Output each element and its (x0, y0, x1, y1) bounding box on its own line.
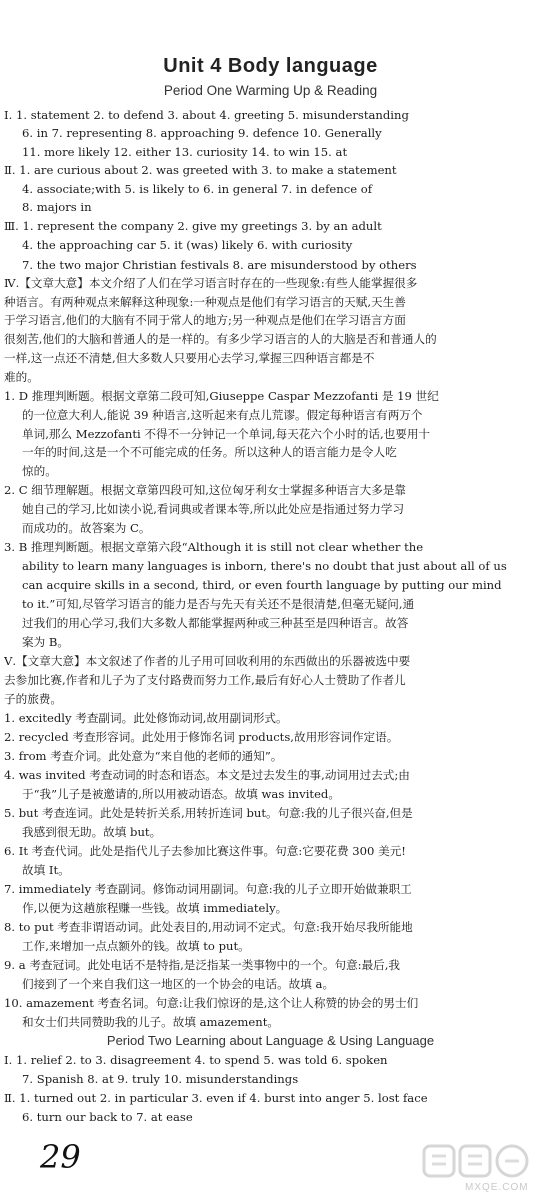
answer-line: 4. was invited 考查动词的时态和语态。本文是过去发生的事,动词用过去式;由 (4, 768, 410, 782)
answer-line: 3. from 考查介词。此处意为“来自他的老师的通知”。 (4, 749, 283, 763)
answer-line: 7. Spanish 8. at 9. truly 10. misunderstandings (22, 1072, 299, 1086)
answer-line: Ⅰ. 1. statement 2. to defend 3. about 4. greeting 5. misunderstanding (4, 108, 409, 122)
answer-line: 2. recycled 考查形容词。此处用于修饰名词 products,故用形容词作定语。 (4, 730, 399, 744)
period-two-heading: Period Two Learning about Language & Using Language (106, 1033, 435, 1048)
answer-line: 难的。 (4, 370, 39, 384)
answer-line: 于“我”儿子是被邀请的,所以用被动语态。故填 was invited。 (22, 787, 340, 801)
answer-line: 1. D 推理判断题。根据文章第二段可知,Giuseppe Caspar Mezzofanti 是 19 世纪 (4, 389, 439, 403)
answer-line: 子的旅费。 (4, 692, 62, 706)
answer-line: 于学习语言,他们的大脑有不同于常人的地方;另一种观点是他们在学习语言方面 (4, 313, 406, 327)
answer-line: 单词,那么 Mezzofanti 不得不一分钟记一个单词,每天花六个小时的话,也要用十 (22, 427, 431, 441)
answer-line: 案为 B。 (22, 635, 69, 649)
answer-line: 3. B 推理判断题。根据文章第六段“Although it is still not clear whether the (4, 540, 424, 554)
answer-line: 1. excitedly 考查副词。此处修饰动词,故用副词形式。 (4, 711, 288, 725)
answer-line: Ⅰ. 1. relief 2. to 3. disagreement 4. to spend 5. was told 6. spoken (4, 1053, 388, 1067)
answer-line: Ⅲ. 1. represent the company 2. give my greetings 3. by an adult (4, 219, 382, 233)
answer-line: 很刻苦,他们的大脑和普通人的是一样的。有多少学习语言的人的大脑是否和普通人的 (4, 332, 437, 346)
answer-line: 她自己的学习,比如读小说,看词典或者课本等,所以此处应是指通过努力学习 (22, 502, 405, 516)
page-title: Unit 4 Body language (163, 55, 378, 77)
answer-line: 2. C 细节理解题。根据文章第四段可知,这位匈牙利女士掌握多种语言大多是靠 (4, 483, 406, 497)
answer-line: 7. the two major Christian festivals 8. are misunderstood by others (22, 258, 417, 272)
answer-line: 11. more likely 12. either 13. curiosity 14. to win 15. at (22, 145, 348, 159)
answer-line: to it.”可知,尽管学习语言的能力是否与先天有关还不是很清楚,但毫无疑问,通 (22, 597, 415, 611)
answer-line: 8. majors in (22, 200, 92, 214)
answer-line: 8. to put 考查非谓语动词。此处表目的,用动词不定式。句意:我开始尽我所能地 (4, 920, 413, 934)
answer-line: can acquire skills in a second, third, or even fourth language by putting our mind (22, 578, 502, 592)
answer-line: 一样,这一点还不清楚,但大多数人只要用心去学习,掌握三四种语言都是不 (4, 351, 375, 365)
watermark-text: MXQE.COM (465, 1182, 529, 1193)
answer-line: 的一位意大利人,能说 39 种语言,这听起来有点儿荒谬。假定每种语言有两万个 (22, 408, 423, 422)
answer-line: 种语言。有两种观点来解释这种现象:一种观点是他们有学习语言的天赋,天生善 (4, 295, 406, 309)
period-one-heading: Period One Warming Up & Reading (163, 83, 378, 98)
answer-line: 和女士们共同赞助我的儿子。故填 amazement。 (22, 1015, 279, 1029)
answer-line: 9. a 考查冠词。此处电话不是特指,是泛指某一类事物中的一个。句意:最后,我 (4, 958, 401, 972)
answer-line: 作,以便为这趟旅程赚一些钱。故填 immediately。 (22, 901, 288, 915)
answer-line: 们接到了一个来自我们这一地区的一个协会的电话。故填 a。 (22, 977, 335, 991)
answer-line: 而成功的。故答案为 C。 (22, 521, 151, 535)
answer-line: 4. associate;with 5. is likely to 6. in general 7. in defence of (22, 182, 373, 196)
answer-line: 6. It 考查代词。此处是指代儿子去参加比赛这件事。句意:它要花费 300 美元! (4, 844, 406, 858)
answer-line: 我感到很无助。故填 but。 (22, 825, 162, 839)
answer-line: 10. amazement 考查名词。句意:让我们惊讶的是,这个让人称赞的协会的男士们 (4, 996, 419, 1010)
answer-line: Ⅱ. 1. are curious about 2. was greeted with 3. to make a statement (4, 163, 397, 177)
answer-line: 5. but 考查连词。此处是转折关系,用转折连词 but。句意:我的儿子很兴奋,但是 (4, 806, 413, 820)
answer-line: 6. in 7. representing 8. approaching 9. defence 10. Generally (22, 126, 382, 140)
page-number: 29 (40, 1138, 81, 1176)
answer-line: 惊的。 (22, 464, 57, 478)
answer-line: 工作,来增加一点点额外的钱。故填 to put。 (22, 939, 250, 953)
answer-line: 7. immediately 考查副词。修饰动词用副词。句意:我的儿子立即开始做兼职工 (4, 882, 412, 896)
answer-line: 去参加比赛,作者和儿子为了支付路费而努力工作,最后有好心人士赞助了作者儿 (4, 673, 406, 687)
answer-line: Ⅱ. 1. turned out 2. in particular 3. even if 4. burst into anger 5. lost face (4, 1091, 428, 1105)
answer-line: Ⅳ.【文章大意】本文介绍了人们在学习语言时存在的一些现象:有些人能掌握很多 (4, 276, 418, 290)
answer-line: 故填 It。 (22, 863, 70, 877)
answer-line: 6. turn our back to 7. at ease (22, 1110, 193, 1124)
answer-line: 4. the approaching car 5. it (was) likely 6. with curiosity (22, 238, 353, 252)
answer-line: 过我们的用心学习,我们大多数人都能掌握两种或三种甚至是四种语言。故答 (22, 616, 409, 630)
answer-line: 一年的时间,这是一个不可能完成的任务。所以这种人的语言能力是令人吃 (22, 445, 397, 459)
answer-line: ability to learn many languages is inborn, there's no doubt that just about all of us (22, 559, 507, 573)
answer-line: Ⅴ.【文章大意】本文叙述了作者的儿子用可回收利用的东西做出的乐器被选中要 (4, 654, 411, 668)
